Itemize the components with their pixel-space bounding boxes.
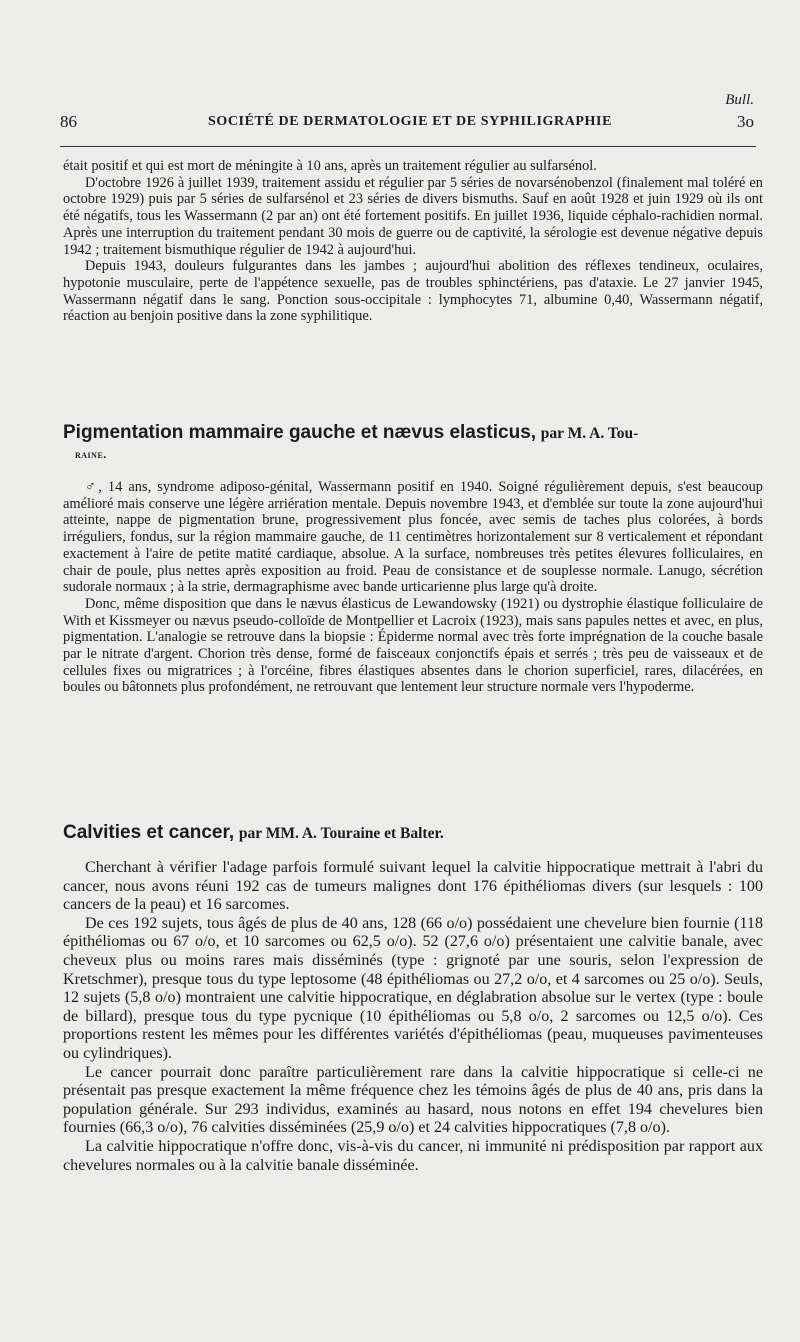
paragraph: Donc, même disposition que dans le nævus élasticus de Lewandowsky (1921) ou dystrophie élastique folliculaire de With et Kissmeyer ou nævus pseudo-colloïde de Montpellier et Lacroix (1923), mais sans papules nettes et avec, en plus, pigmentation. L'analogie se retrouve dans la biopsie : Épiderme normal avec très forte imprégnation de la couche basale par le nitrate d'argent. Chorion très dense, formé de faisceaux conjonctifs épais et serrés ; très peu de vaisseaux et de cellules fixes ou migratrices ; à l'orcéine, fibres élastiques absentes dans le chorion superficiel, rares, dilacérées, en boules ou bâtonnets plus profondément, ne retrouvant que lentement leur structure normale vers l'hypoderme. (63, 595, 763, 696)
running-head (60, 92, 760, 152)
continued-case-text (63, 158, 763, 325)
paragraph: ♂, 14 ans, syndrome adiposo-génital, Wassermann positif en 1940. Soigné régulièrement depuis, s'est beaucoup amélioré mais conserve une légère arriération mentale. Depuis novembre 1943, et d'emblée sur toute la zone aujourd'hui atteinte, nappe de pigmentation brune, progressivement plus foncée, avec semis de taches plus colorées, à bords irréguliers, fondus, sur la région mammaire gauche, de 11 centimètres horizontalement sur 8 verticalement et répondant exactement à l'aire de petite matité cardiaque, absolue. A la surface, nombreuses très petites élevures folliculaires, en chair de poule, plus nettes après exposition au froid. Peau de consistance et de souplesse normale. Lanugo, sécrétion sudorale normaux ; à la strie, dermagraphisme avec bande urticarienne plus large qu'à droite. (63, 479, 763, 596)
paragraph: Cherchant à vérifier l'adage parfois formulé suivant lequel la calvitie hippocratique mettrait à l'abri du cancer, nous avons réuni 192 cas de tumeurs malignes dont 176 épithéliomas divers (sur lesquels : 100 cancers de la peau) et 16 sarcomes. (63, 859, 763, 914)
paragraph: était positif et qui est mort de méningite à 10 ans, après un traitement régulier au sulfarsénol. (63, 158, 597, 174)
article-authors: par MM. A. Touraine et Balter. (238, 825, 444, 842)
page-number: 86 (60, 112, 77, 131)
paragraph: D'octobre 1926 à juillet 1939, traitement assidu et régulier par 5 séries de novarsénobenzol (finalement mal toléré en octobre 1929) puis par 5 séries de sulfarsénol et 23 séries de divers bismuths. Sauf en août 1928 et juin 1929 où ils ont été négatifs, tous les Wassermann (2 par an) ont été fortement positifs. En juillet 1936, liquide céphalo-rachidien normal. Après une interruption du traitement pendant 30 mois de guerre ou de captivité, la sérologie est devenue négative depuis 1942 ; traitement bismuthique régulier de 1942 à aujourd'hui. (63, 174, 763, 258)
article-title-text: Pigmentation mammaire gauche et nævus elasticus, (63, 422, 537, 443)
paragraph: Depuis 1943, douleurs fulgurantes dans les jambes ; aujourd'hui abolition des réflexes tendineux, oculaires, hypotonie musculaire, perte de l'appétence sexuelle, pas de troubles sphinctériens, pas d'ataxie. Le 27 janvier 1945, Wassermann négatif dans le sang. Ponction sous-occipitale : lymphocytes 71, albumine 0,40, Wassermann négatif, réaction au benjoin positive dans la zone syphilitique. (63, 258, 763, 325)
paragraph: Le cancer pourrait donc paraître particulièrement rare dans la calvitie hippocratique si celle-ci ne présentait pas presque exactement la même fréquence chez les témoins âgés de plus de 40 ans, pris dans la population générale. Sur 293 individus, examinés au hasard, nous notons en effet 194 chevelures bien fournies (66,3 o/o), 76 calvities disséminées (25,9 o/o) et 24 calvities hippocratiques (7,8 o/o). (63, 1063, 763, 1137)
article-pigmentation (63, 422, 763, 696)
header-rule (60, 146, 756, 147)
volume-number: 3o (737, 112, 754, 131)
paragraph: La calvitie hippocratique n'offre donc, vis-à-vis du cancer, ni immunité ni prédisposition par rapport aux chevelures normales ou à la calvitie banale disséminée. (63, 1137, 763, 1174)
paragraph: De ces 192 sujets, tous âgés de plus de 40 ans, 128 (66 o/o) possédaient une chevelure bien fournie (118 épithéliomas ou 67 o/o, et 10 sarcomes ou 62,5 o/o). 52 (27,6 o/o) présentaient une calvitie banale, avec cheveux plus ou moins rares mais disséminés (type : grignoté par une souris, selon l'expression de Kretschmer), presque tous du type leptosome (48 épithéliomas ou 27,2 o/o, et 4 sarcomes ou 25 o/o). Seuls, 12 sujets (5,8 o/o) montraient une calvitie hippocratique, en déglabration absolue sur le vertex (type : boule de billard), presque tous du type pycnique (10 épithéliomas ou 5,8 o/o, 2 sarcomes ou 12,5 o/o). Ces proportions restent les mêmes pour les différentes variétés d'épithéliomas (peau, muqueuses pavimenteuses ou cylindriques). (63, 914, 763, 1062)
article-title-text: Calvities et cancer, (63, 822, 235, 843)
article-authors-continued: raine. (75, 447, 107, 461)
article-title (63, 422, 763, 463)
article-authors: par M. A. Tou- (540, 425, 639, 442)
journal-abbrev: Bull. (725, 92, 754, 108)
article-title (63, 822, 763, 845)
running-title: SOCIÉTÉ DE DERMATOLOGIE ET DE SYPHILIGRAPHIE (207, 114, 613, 129)
article-calvities (63, 822, 763, 1175)
